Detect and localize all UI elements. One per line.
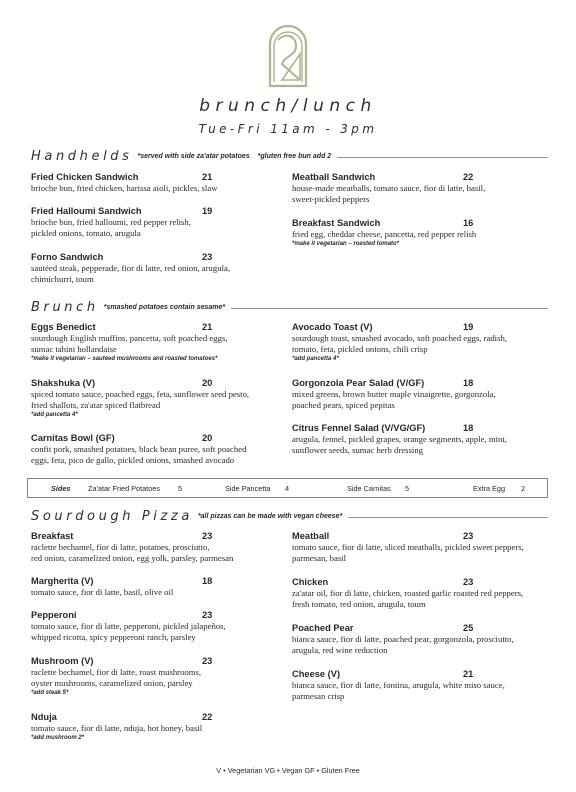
side-item-name: Za'atar Fried Potatoes: [88, 484, 160, 493]
menu-item: [31, 251, 291, 285]
item-description: bianca sauce, fior di latte, poached pear, gorgonzola, prosciutto,: [292, 634, 514, 644]
menu-item: [31, 432, 291, 466]
item-price: 18: [463, 423, 474, 433]
item-price: 23: [202, 610, 213, 620]
item-name: Fried Halloumi Sandwich: [31, 206, 142, 216]
section-note: *all pizzas can be made with vegan cheese*: [197, 512, 343, 520]
item-note: *add pancetta 4*: [292, 356, 339, 362]
menu-item: [31, 171, 291, 194]
section-header-handhelds: [31, 148, 548, 164]
item-description: pickled onions, tomato, arugula: [31, 228, 141, 238]
item-name: Poached Pear: [292, 623, 354, 633]
item-description: mixed greens, brown butter maple vinaigrette, gorgonzola,: [292, 389, 496, 399]
menu-item: [292, 377, 552, 411]
item-name: Cheese (V): [292, 669, 341, 679]
menu-item: [292, 622, 552, 656]
section-title: Handhelds: [31, 148, 133, 164]
menu-item: [31, 711, 291, 743]
section-note: *served with side za'atar potatoes: [137, 152, 250, 160]
item-name: Pepperoni: [31, 610, 77, 620]
section-note: *smashed potatoes contain sesame*: [103, 303, 226, 311]
item-description: bianca sauce, fior di latte, fontina, arugula, white miso sauce,: [292, 680, 505, 690]
item-description: oyster mushrooms, caramelized onion, parsley: [31, 678, 193, 688]
item-description: sourdough toast, smashed avocado, soft poached eggs, radish,: [292, 333, 507, 343]
side-item-name: Extra Egg: [473, 484, 506, 493]
item-description: sumac tahini hollandaise: [31, 344, 117, 354]
side-item-price: 4: [285, 484, 290, 493]
section-divider: [337, 157, 548, 158]
menu-item: [292, 217, 552, 249]
item-name: Nduja: [31, 712, 57, 722]
item-description: brioche bun, fried chicken, harissa aioli, pickles, slaw: [31, 183, 218, 193]
item-description: confit pork, smashed potatoes, black bean puree, soft poached: [31, 444, 247, 454]
item-name: Citrus Fennel Salad (V/VG/GF): [292, 423, 426, 433]
item-description: spiced tomato sauce, poached eggs, feta, sunflower seed pesto,: [31, 389, 250, 399]
item-description: tomato sauce, fior di latte, nduja, hot honey, basil: [31, 723, 203, 733]
section-note: *gluten free bun add 2: [257, 152, 332, 160]
menu-item: [31, 205, 291, 239]
item-name: Meatball Sandwich: [292, 172, 376, 182]
item-price: 19: [463, 322, 474, 332]
item-description: tomato sauce, fior di latte, sliced meatballs, pickled sweet peppers,: [292, 542, 524, 552]
menu-item: [31, 655, 291, 698]
menu-item: [292, 422, 552, 456]
menu-item: [31, 575, 291, 598]
item-name: Breakfast Sandwich: [292, 218, 381, 228]
item-description: za'atar oil, fior di latte, chicken, roasted garlic roasted red peppers,: [292, 588, 524, 598]
menu-item: [292, 576, 552, 610]
section-divider: [348, 517, 548, 518]
item-name: Avocado Toast (V): [292, 322, 373, 332]
section-title: Sourdough Pizza: [31, 508, 193, 524]
item-description: raclette bechamel, fior di latte, potatoes, prosciutto,: [31, 542, 210, 552]
item-description: whipped ricotta, spicy pepperoni ranch, parsley: [31, 632, 196, 642]
item-description: house-made meatballs, tomato sauce, fior di latte, basil,: [292, 183, 486, 193]
item-description: eggs, feta, pico de gallo, pickled onions, smashed avocado: [31, 455, 235, 465]
item-description: sourdough English muffins, pancetta, soft poached eggs,: [31, 333, 228, 343]
item-name: Gorgonzola Pear Salad (V/GF): [292, 378, 425, 388]
side-item-name: Side Pancetta: [225, 484, 271, 493]
item-price: 23: [463, 577, 474, 587]
item-description: tomato sauce, fior di latte, basil, olive oil: [31, 587, 174, 597]
item-price: 16: [463, 218, 474, 228]
item-description: fried shallots, za'atar spiced flatbread: [31, 400, 161, 410]
item-description: fried egg, cheddar cheese, pancetta, red pepper relish: [292, 229, 477, 239]
item-name: Carnitas Bowl (GF): [31, 433, 115, 443]
item-description: parmesan, basil: [292, 553, 347, 563]
item-description: raclette bechamel, fior di latte, roast mushrooms,: [31, 667, 202, 677]
item-price: 18: [463, 378, 474, 388]
item-price: 21: [202, 322, 213, 332]
side-item-price: 5: [178, 484, 183, 493]
item-description: tomato, feta, pickled onions, chili crisp: [292, 344, 428, 354]
item-note: *add mushroom 2*: [31, 735, 85, 741]
item-description: fresh tomato, red onion, arugula, toum: [292, 599, 426, 609]
section-divider: [231, 308, 548, 309]
item-name: Forno Sandwich: [31, 252, 104, 262]
section-header-brunch: [31, 299, 548, 315]
menu-item: [292, 171, 552, 205]
item-description: chimichurri, toum: [31, 274, 94, 284]
sides-bar: [27, 478, 548, 498]
item-note: *make it vegetarian – sautéed mushrooms and roasted tomatoes*: [31, 356, 218, 362]
item-price: 23: [463, 531, 474, 541]
item-description: sautéed steak, pepperade, fior di latte, red onion, arugula,: [31, 263, 231, 273]
menu-item: [292, 668, 552, 702]
dietary-legend: V • Vegetarian VG • Vegan GF • Gluten Free: [216, 766, 360, 775]
item-note: *add pancetta 4*: [31, 412, 78, 418]
item-price: 23: [202, 531, 213, 541]
side-item-price: 2: [521, 484, 526, 493]
item-price: 23: [202, 252, 213, 262]
item-note: *make it vegetarian – roasted tomato*: [292, 241, 400, 247]
menu-item: [31, 321, 291, 364]
item-description: parmesan crisp: [292, 691, 345, 701]
page-title: brunch/lunch: [199, 96, 377, 116]
menu-item: [292, 321, 552, 364]
item-price: 20: [202, 433, 213, 443]
service-hours: Tue-Fri 11am - 3pm: [198, 122, 378, 136]
item-price: 21: [202, 172, 213, 182]
side-item-price: 5: [405, 484, 410, 493]
section-title: Brunch: [31, 299, 99, 315]
menu-item: [31, 609, 291, 643]
item-description: poached pears, spiced pepitas: [292, 400, 395, 410]
item-price: 25: [463, 623, 474, 633]
item-price: 21: [463, 669, 474, 679]
item-description: red onion, caramelized onion, egg yolk, parsley, parmesan: [31, 553, 234, 563]
item-name: Margherita (V): [31, 576, 94, 586]
item-price: 23: [202, 656, 213, 666]
section-header-pizza: [31, 508, 548, 524]
item-name: Mushroom (V): [31, 656, 94, 666]
item-price: 22: [202, 712, 213, 722]
item-name: Shakshuka (V): [31, 378, 96, 388]
item-name: Meatball: [292, 531, 330, 541]
item-price: 22: [463, 172, 474, 182]
item-description: brioche bun, fried halloumi, red pepper relish,: [31, 217, 191, 227]
item-name: Chicken: [292, 577, 329, 587]
item-description: sunflower seeds, sumac herb dressing: [292, 445, 424, 455]
arch-monogram-icon: [266, 22, 310, 88]
sides-label: Sides: [51, 484, 71, 493]
item-price: 20: [202, 378, 213, 388]
item-description: arugula, red wine reduction: [292, 645, 388, 655]
item-name: Fried Chicken Sandwich: [31, 172, 139, 182]
item-name: Eggs Benedict: [31, 322, 96, 332]
item-note: *add steak 5*: [31, 690, 69, 696]
item-price: 18: [202, 576, 213, 586]
item-name: Breakfast: [31, 531, 74, 541]
side-item-name: Side Carnitas: [347, 484, 391, 493]
item-description: tomato sauce, fior di latte, pepperoni, pickled jalapeños,: [31, 621, 226, 631]
menu-item: [292, 530, 552, 564]
menu-item: [31, 377, 291, 420]
menu-item: [31, 530, 291, 564]
item-description: arugula, fennel, pickled grapes, orange segments, apple, mint,: [292, 434, 507, 444]
item-description: sweet-pickled peppers: [292, 194, 370, 204]
item-price: 19: [202, 206, 213, 216]
